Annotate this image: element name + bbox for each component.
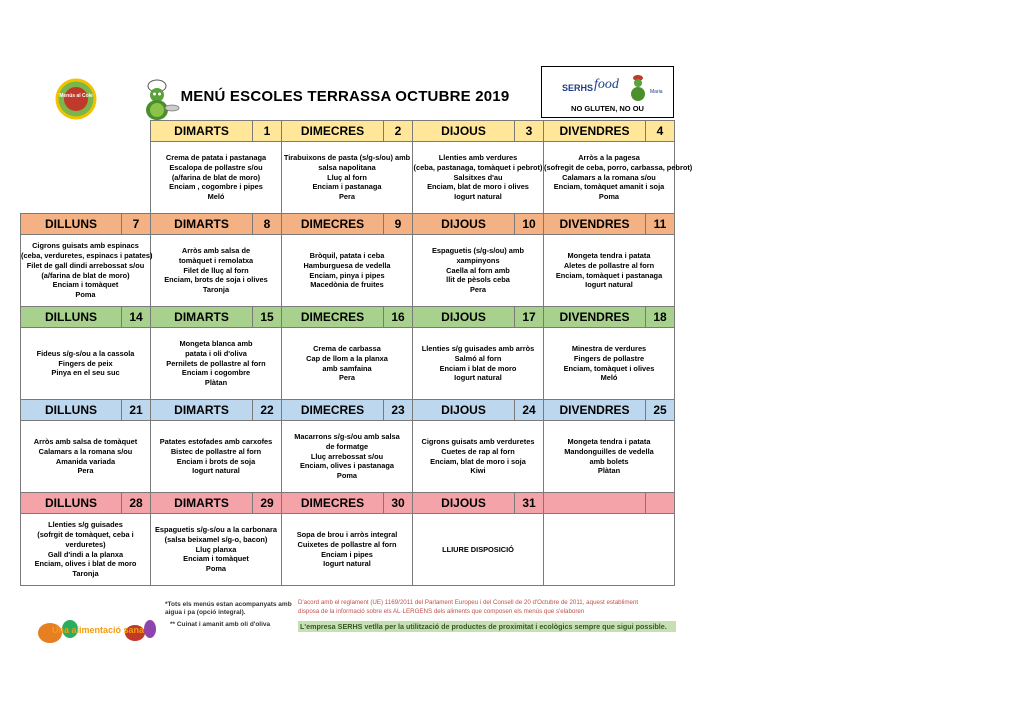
day-header-dimecres-2 bbox=[282, 121, 413, 142]
menu-dish-line: Espaguetis (s/g-s/ou) amb bbox=[432, 246, 524, 256]
day-number: 18 bbox=[645, 307, 674, 327]
week-header-row bbox=[21, 121, 675, 142]
day-header-content bbox=[413, 493, 543, 513]
menus-al-cole-logo bbox=[55, 78, 97, 120]
menu-dish-line: Enciam, olives i pastanaga bbox=[299, 461, 395, 471]
day-menu-cell bbox=[544, 514, 675, 586]
day-menu-cell bbox=[282, 421, 413, 493]
day-name: DILLUNS bbox=[45, 217, 97, 231]
day-menu-cell bbox=[21, 421, 151, 493]
svg-text:Una alimentació sana: Una alimentació sana bbox=[51, 625, 145, 635]
menu-dish-line: Poma bbox=[598, 192, 620, 202]
day-number: 23 bbox=[383, 400, 412, 420]
menu-dish-line: Salmó al forn bbox=[454, 353, 502, 363]
day-menu-cell bbox=[282, 514, 413, 586]
menu-dish-line: Salsitxes d'au bbox=[453, 172, 503, 182]
day-name: DIVENDRES bbox=[559, 217, 630, 231]
menu-dish-line: Llenties s/g guisades bbox=[48, 520, 123, 530]
menu-dish-line: patata i oli d'oliva bbox=[185, 348, 247, 358]
day-name: DIJOUS bbox=[441, 403, 486, 417]
day-number: 2 bbox=[383, 121, 412, 141]
day-menu-cell bbox=[21, 328, 151, 400]
day-menu-cell bbox=[413, 142, 544, 214]
menu-dish-line: Filet de lluç al forn bbox=[183, 265, 249, 275]
empty-day-header bbox=[21, 121, 151, 142]
day-header-dimecres-16 bbox=[282, 307, 413, 328]
day-header-content bbox=[544, 307, 674, 327]
menu-dish-line: Enciam, pinya i pipes bbox=[309, 270, 385, 280]
day-name: DIJOUS bbox=[441, 496, 486, 510]
day-number: 3 bbox=[514, 121, 543, 141]
menu-dish-line: (a/farina de blat de moro) bbox=[171, 172, 261, 182]
day-name: DIMECRES bbox=[300, 496, 365, 510]
menu-dish-line: Calamars a la romana s/ou bbox=[562, 172, 656, 182]
day-number: 14 bbox=[121, 307, 150, 327]
turtle-mascot-icon bbox=[628, 73, 648, 103]
menu-dish-line: Amanida variada bbox=[55, 456, 116, 466]
day-number: 11 bbox=[645, 214, 674, 234]
day-number bbox=[645, 493, 674, 513]
menu-dish-line: Filet de gall dindi arrebossat s/ou bbox=[26, 260, 145, 270]
menu-dish-line: Cap de llom a la planxa bbox=[306, 353, 388, 363]
menu-dish-line: Macarrons s/g-s/ou amb salsa bbox=[294, 432, 400, 442]
day-number: 8 bbox=[252, 214, 281, 234]
menu-dish-line: Enciam, tomàquet i pastanaga bbox=[555, 270, 663, 280]
menu-dish-line: Macedònia de fruites bbox=[310, 280, 384, 290]
footer-note-olive-oil: ** Cuinat i amanit amb oli d'oliva bbox=[170, 621, 271, 628]
alimentacio-sana-logo bbox=[30, 603, 162, 649]
menu-dish-line: Lluç planxa bbox=[195, 544, 237, 554]
day-header-dimarts-8 bbox=[151, 214, 282, 235]
day-menu-cell bbox=[544, 421, 675, 493]
day-number: 1 bbox=[252, 121, 281, 141]
day-header-divendres-18 bbox=[544, 307, 675, 328]
day-header-content bbox=[21, 400, 150, 420]
week-header-row bbox=[21, 214, 675, 235]
menu-dish-line: (a/farina de blat de moro) bbox=[41, 270, 130, 280]
day-header-content bbox=[21, 307, 150, 327]
day-header-dimecres-30 bbox=[282, 493, 413, 514]
day-number: 21 bbox=[121, 400, 150, 420]
menu-dish-line: Bròquil, patata i ceba bbox=[309, 250, 385, 260]
menu-dish-line: Cigrons guisats amb verduretes bbox=[421, 436, 535, 446]
day-menu-cell bbox=[413, 514, 544, 586]
menu-dish-line: Fingers de pollastre bbox=[573, 353, 645, 363]
menu-dish-line: Mongeta tendra i patata bbox=[567, 436, 651, 446]
day-name: DIMECRES bbox=[300, 217, 365, 231]
day-header-content bbox=[544, 493, 674, 513]
menu-dish-line: Iogurt natural bbox=[454, 192, 502, 202]
svg-text:Menús al Cole: Menús al Cole bbox=[59, 93, 93, 99]
day-header-dijous-3 bbox=[413, 121, 544, 142]
day-header-dilluns-7 bbox=[21, 214, 151, 235]
menu-dish-line: Pernilets de pollastre al forn bbox=[166, 358, 266, 368]
day-name: DIMARTS bbox=[174, 124, 229, 138]
menu-dish-line: Llenties s/g guisades amb arròs bbox=[421, 343, 535, 353]
day-header-content bbox=[544, 214, 674, 234]
day-number: 29 bbox=[252, 493, 281, 513]
menu-dish-line: salsa napolitana bbox=[318, 162, 376, 172]
menu-dish-line: Pinya en el seu suc bbox=[51, 368, 120, 378]
menu-dish-line: Enciam i brots de soja bbox=[176, 456, 256, 466]
menu-dish-line: Arròs amb salsa de tomàquet bbox=[33, 436, 138, 446]
footer-allergen-regulation: D'acord amb el reglament (UE) 1169/2011 del Parlament Europeu i del Consell de 20 d'Octubre de 2011, aquest establiment disposa de la informació sobre els AL·LERGENS dels aliments que composen els menús que s'elaboren bbox=[298, 599, 639, 615]
menu-dish-line: Crema de carbassa bbox=[313, 343, 381, 353]
menu-dish-line: Cuixetes de pollastre al forn bbox=[297, 539, 397, 549]
menu-dish-line: Enciam, tomàquet amanit i soja bbox=[553, 182, 665, 192]
day-name: DIVENDRES bbox=[559, 403, 630, 417]
day-header-dijous-24 bbox=[413, 400, 544, 421]
menu-dish-line: Meló bbox=[207, 192, 225, 202]
day-header-dijous-31 bbox=[413, 493, 544, 514]
menu-dish-line: (ceba, pastanaga, tomàquet i pebrot) bbox=[413, 162, 543, 172]
footer-note-water-bread: *Tots els menús estan acompanyats amb aigua i pa (opció integral). bbox=[165, 601, 292, 617]
day-menu-cell bbox=[151, 235, 282, 307]
no-gluten-label: NO GLUTEN, NO OU bbox=[571, 104, 644, 113]
menu-dish-line: Enciam, blat de moro i soja bbox=[430, 456, 526, 466]
day-header-dimarts-22 bbox=[151, 400, 282, 421]
menu-dish-line: Enciam i tomàquet bbox=[183, 554, 249, 564]
menu-dish-line: Escalopa de pollastre s/ou bbox=[169, 162, 263, 172]
day-header-content bbox=[413, 121, 543, 141]
day-menu-cell bbox=[544, 328, 675, 400]
day-header-divendres-25 bbox=[544, 400, 675, 421]
day-menu-cell bbox=[282, 235, 413, 307]
week-menu-row bbox=[21, 514, 675, 586]
menu-dish-line: Fideus s/g-s/ou a la cassola bbox=[36, 348, 135, 358]
menu-dish-line: Enciam i pipes bbox=[321, 549, 373, 559]
menu-dish-line: Iogurt natural bbox=[454, 373, 502, 383]
week-header-row bbox=[21, 307, 675, 328]
menu-dish-line: Enciam, brots de soja i olives bbox=[164, 275, 268, 285]
day-number: 31 bbox=[514, 493, 543, 513]
menu-dish-line: Enciam i tomàquet bbox=[52, 280, 119, 290]
day-menu-cell bbox=[544, 142, 693, 214]
menu-dish-line: Fingers de peix bbox=[58, 358, 113, 368]
week-menu-row bbox=[21, 142, 675, 214]
menu-dish-line: Lluç arrebossat s/ou bbox=[310, 451, 384, 461]
footer-proximity-banner: L'empresa SERHS vetlla per la utilització de productes de proximitat i ecològics sempre que sigui possible. bbox=[298, 621, 676, 632]
menu-dish-line: Hamburguesa de vedella bbox=[303, 260, 391, 270]
menu-dish-line: Taronja bbox=[72, 569, 99, 579]
menu-dish-line: Pera bbox=[338, 192, 356, 202]
day-header-dijous-17 bbox=[413, 307, 544, 328]
day-header-content bbox=[544, 121, 674, 141]
day-number: 25 bbox=[645, 400, 674, 420]
menu-dish-line: Poma bbox=[336, 471, 358, 481]
day-header-dimecres-23 bbox=[282, 400, 413, 421]
day-name: DIJOUS bbox=[441, 124, 486, 138]
menu-dish-line: Kiwi bbox=[470, 466, 486, 476]
day-header-dimarts-15 bbox=[151, 307, 282, 328]
day-header-dimecres-9 bbox=[282, 214, 413, 235]
day-number: 4 bbox=[645, 121, 674, 141]
day-menu-cell bbox=[282, 328, 413, 400]
menu-dish-line: Arròs amb salsa de bbox=[181, 246, 251, 256]
day-header-dilluns-28 bbox=[21, 493, 151, 514]
menu-dish-line: Mongeta blanca amb bbox=[179, 339, 253, 349]
day-name: DIMARTS bbox=[174, 496, 229, 510]
day-header-dimarts-1 bbox=[151, 121, 282, 142]
day-number: 7 bbox=[121, 214, 150, 234]
menu-dish-line: Enciam, olives i blat de moro bbox=[34, 559, 137, 569]
day-name: DIMECRES bbox=[300, 403, 365, 417]
day-menu-cell bbox=[413, 421, 544, 493]
menu-dish-line: Gall d'indi a la planxa bbox=[47, 549, 124, 559]
menu-dish-line: tomàquet i remolatxa bbox=[178, 255, 254, 265]
week-menu-row bbox=[21, 235, 675, 307]
day-header-content bbox=[413, 307, 543, 327]
day-header-content bbox=[151, 307, 281, 327]
day-header-content bbox=[413, 214, 543, 234]
day-menu-cell bbox=[413, 328, 544, 400]
day-number: 24 bbox=[514, 400, 543, 420]
day-name: DIMARTS bbox=[174, 217, 229, 231]
day-header-dimarts-29 bbox=[151, 493, 282, 514]
day-number: 22 bbox=[252, 400, 281, 420]
day-menu-cell bbox=[151, 328, 282, 400]
menu-dish-line: Llenties amb verdures bbox=[438, 153, 518, 163]
day-menu-cell bbox=[544, 235, 675, 307]
menu-dish-line: (ceba, verduretes, espinacs i patates) bbox=[21, 250, 153, 260]
maria-label: Maria bbox=[650, 89, 663, 95]
day-header-content bbox=[282, 214, 412, 234]
menu-dish-line: amb bolets bbox=[589, 456, 629, 466]
day-header-dilluns-21 bbox=[21, 400, 151, 421]
menu-dish-line: Espaguetis s/g-s/ou a la carbonara bbox=[155, 525, 277, 535]
menu-grid bbox=[20, 120, 693, 586]
page-title: MENÚ ESCOLES TERRASSA OCTUBRE 2019 bbox=[180, 88, 510, 105]
menu-dish-line: Enciam i cogombre bbox=[181, 368, 251, 378]
menu-dish-line: (sofregit de ceba, porro, carbassa, pebrot) bbox=[544, 162, 693, 172]
day-name: DIMECRES bbox=[300, 124, 365, 138]
day-number: 10 bbox=[514, 214, 543, 234]
food-brand: food bbox=[594, 77, 619, 92]
menu-dish-line: Iogurt natural bbox=[323, 559, 371, 569]
menu-dish-line: Pera bbox=[469, 285, 487, 295]
day-number: 15 bbox=[252, 307, 281, 327]
empty-day-cell bbox=[21, 142, 151, 214]
menu-dish-line: Pera bbox=[77, 466, 94, 476]
day-header-content bbox=[282, 400, 412, 420]
menu-dish-line: verduretes) bbox=[65, 539, 106, 549]
day-header-blank bbox=[544, 493, 675, 514]
day-header-divendres-11 bbox=[544, 214, 675, 235]
day-header-content bbox=[282, 121, 412, 141]
menu-dish-line: Enciam i blat de moro bbox=[439, 363, 517, 373]
day-name: DIJOUS bbox=[441, 310, 486, 324]
day-number: 28 bbox=[121, 493, 150, 513]
menu-dish-line: Poma bbox=[205, 564, 227, 574]
day-menu-cell bbox=[151, 421, 282, 493]
menu-dish-line: Poma bbox=[75, 290, 96, 300]
week-menu-row bbox=[21, 421, 675, 493]
day-name: DIJOUS bbox=[441, 217, 486, 231]
day-menu-cell bbox=[21, 235, 151, 307]
day-name: DILLUNS bbox=[45, 310, 97, 324]
day-header-content bbox=[282, 493, 412, 513]
menu-dish-line: Pera bbox=[338, 373, 356, 383]
menu-dish-line: (sofrgit de tomàquet, ceba i bbox=[37, 529, 134, 539]
day-header-content bbox=[21, 214, 150, 234]
day-header-dilluns-14 bbox=[21, 307, 151, 328]
week-header-row bbox=[21, 400, 675, 421]
menu-dish-line: Enciam, blat de moro i olives bbox=[427, 182, 529, 192]
menu-dish-line: Plàtan bbox=[597, 466, 621, 476]
day-name: DIVENDRES bbox=[559, 310, 630, 324]
menu-dish-line: Enciam i pastanaga bbox=[312, 182, 382, 192]
menu-dish-line: Lluç al forn bbox=[327, 172, 367, 182]
serhs-brand: SERHS bbox=[562, 83, 594, 93]
menu-dish-line: Patates estofades amb carxofes bbox=[159, 436, 273, 446]
day-menu-cell bbox=[21, 514, 151, 586]
day-menu-cell bbox=[151, 514, 282, 586]
menu-dish-line: Meló bbox=[600, 373, 618, 383]
menu-dish-line: Cuetes de rap al forn bbox=[441, 446, 515, 456]
day-header-dijous-10 bbox=[413, 214, 544, 235]
menu-dish-line: Mongeta tendra i patata bbox=[567, 250, 651, 260]
day-header-content bbox=[151, 493, 281, 513]
day-name: DILLUNS bbox=[45, 496, 97, 510]
menu-dish-line: Enciam , cogombre i pipes bbox=[169, 182, 263, 192]
menu-dish-line: (salsa beixamel s/g-o, bacon) bbox=[164, 534, 268, 544]
menu-dish-line: xampinyons bbox=[456, 255, 500, 265]
menu-dish-line: de formatge bbox=[325, 441, 369, 451]
menu-dish-line: Mandonguilles de vedella bbox=[564, 446, 654, 456]
day-number: 30 bbox=[383, 493, 412, 513]
day-name: DIVENDRES bbox=[559, 124, 630, 138]
menu-dish-line: LLIURE DISPOSICIÓ bbox=[442, 544, 514, 554]
day-number: 16 bbox=[383, 307, 412, 327]
day-menu-cell bbox=[151, 142, 282, 214]
menu-dish-line: llit de pèsols ceba bbox=[446, 275, 510, 285]
day-header-content bbox=[544, 400, 674, 420]
menu-dish-line: Bistec de pollastre al forn bbox=[170, 446, 262, 456]
menu-dish-line: Cigrons guisats amb espinacs bbox=[32, 241, 139, 251]
day-header-content bbox=[151, 214, 281, 234]
day-name: DIMECRES bbox=[300, 310, 365, 324]
menu-dish-line: Minestra de verdures bbox=[571, 343, 647, 353]
menu-dish-line: Caella al forn amb bbox=[446, 265, 510, 275]
day-header-content bbox=[21, 493, 150, 513]
menu-dish-line: Iogurt natural bbox=[585, 280, 633, 290]
menu-dish-line: Taronja bbox=[202, 285, 230, 295]
day-menu-cell bbox=[282, 142, 413, 214]
menu-dish-line: Crema de patata i pastanaga bbox=[165, 153, 267, 163]
day-header-content bbox=[282, 307, 412, 327]
menu-dish-line: Enciam, tomàquet i olives bbox=[563, 363, 655, 373]
menu-dish-line: amb samfaina bbox=[322, 363, 372, 373]
day-number: 17 bbox=[514, 307, 543, 327]
menu-dish-line: Tirabuixons de pasta (s/g-s/ou) amb bbox=[283, 153, 411, 163]
menu-dish-line: Iogurt natural bbox=[192, 466, 240, 476]
menu-dish-line: Calamars a la romana s/ou bbox=[38, 446, 133, 456]
menu-dish-line: Sopa de brou i arròs integral bbox=[296, 529, 398, 539]
day-header-content bbox=[151, 121, 281, 141]
week-header-row bbox=[21, 493, 675, 514]
day-number: 9 bbox=[383, 214, 412, 234]
menu-dish-line: Plàtan bbox=[204, 378, 228, 388]
day-header-content bbox=[413, 400, 543, 420]
day-name: DILLUNS bbox=[45, 403, 97, 417]
week-menu-row bbox=[21, 328, 675, 400]
day-name: DIMARTS bbox=[174, 403, 229, 417]
day-header-divendres-4 bbox=[544, 121, 675, 142]
menu-dish-line: Arròs a la pagesa bbox=[578, 153, 640, 163]
day-name: DIMARTS bbox=[174, 310, 229, 324]
day-header-content bbox=[151, 400, 281, 420]
menu-dish-line: Aletes de pollastre al forn bbox=[563, 260, 655, 270]
day-menu-cell bbox=[413, 235, 544, 307]
